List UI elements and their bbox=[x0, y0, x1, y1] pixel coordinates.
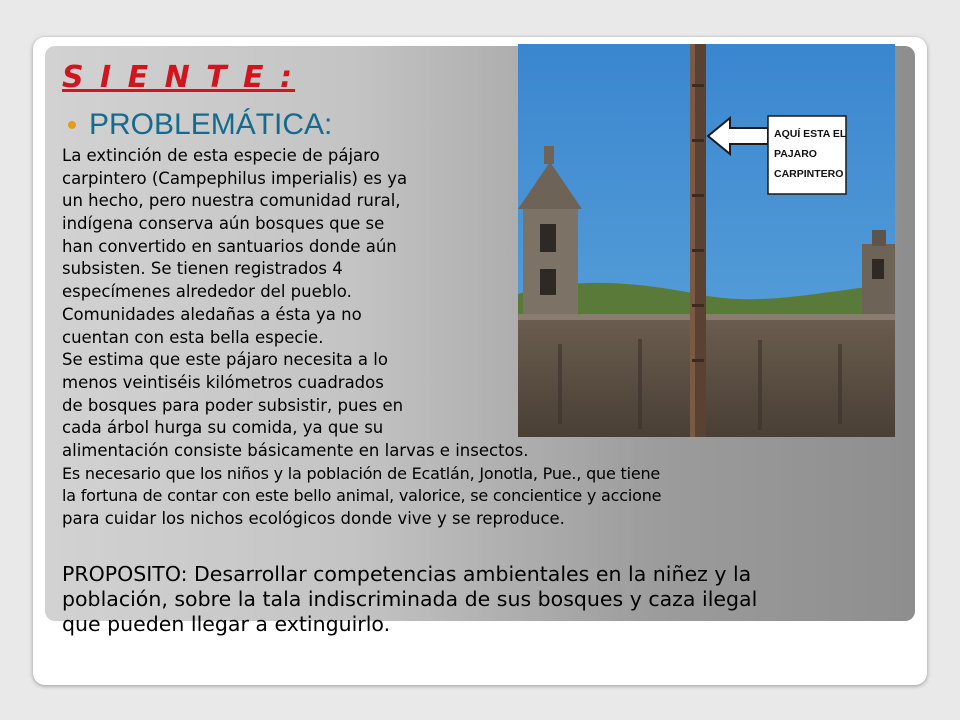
problem-description bbox=[62, 145, 661, 531]
purpose-line: población, sobre la tala indiscriminada de sus bosques y caza ilegal bbox=[62, 587, 758, 611]
body-line: La extinción de esta especie de pájaro bbox=[62, 146, 380, 165]
body-line: menos veintiséis kilómetros cuadrados bbox=[62, 372, 384, 392]
body-line: han convertido en santuarios donde aún bbox=[62, 236, 397, 256]
body-line: subsisten. Se tienen registrados 4 bbox=[62, 259, 343, 279]
body-line: un hecho, pero nuestra comunidad rural, bbox=[62, 191, 401, 211]
body-line: Comunidades aledañas a ésta ya no bbox=[62, 304, 362, 324]
purpose-line: que pueden llegar a extinguirlo. bbox=[62, 612, 391, 636]
body-line: indígena conserva aún bosques que se bbox=[62, 214, 385, 234]
body-line: Es necesario que los niños y la población de Ecatlán, Jonotla, Pue., que tiene bbox=[62, 463, 661, 483]
body-line: Se estima que este pájaro necesita a lo bbox=[62, 350, 388, 370]
body-line: de bosques para poder subsistir, pues en bbox=[62, 395, 404, 415]
bullet-problematica bbox=[68, 105, 332, 145]
bullet-dot-icon bbox=[68, 121, 76, 129]
purpose-line: PROPOSITO: Desarrollar competencias ambientales en la niñez y la bbox=[62, 562, 752, 586]
body-line: especímenes alrededor del pueblo. bbox=[62, 282, 352, 302]
sign-line-3: CARPINTERO bbox=[774, 168, 844, 180]
body-line: para cuidar los nichos ecológicos donde vive y se reproduce. bbox=[62, 509, 565, 528]
purpose-statement bbox=[62, 562, 757, 637]
sign-line-2: PAJARO bbox=[774, 148, 817, 160]
body-line: alimentación consiste básicamente en larvas e insectos. bbox=[62, 440, 529, 460]
sign-line-1: AQUÍ ESTA EL bbox=[774, 128, 847, 140]
bullet-label: PROBLEMÁTICA: bbox=[89, 108, 333, 141]
body-line: cada árbol hurga su comida, ya que su bbox=[62, 418, 384, 438]
wooden-pole bbox=[690, 44, 706, 437]
body-line: carpintero (Campephilus imperialis) es ya bbox=[62, 168, 408, 188]
body-line: cuentan con esta bella especie. bbox=[62, 327, 324, 347]
slide-heading: S I E N T E : bbox=[62, 60, 295, 95]
body-line: la fortuna de contar con este bello animal, valorice, se concientice y accione bbox=[62, 486, 662, 506]
